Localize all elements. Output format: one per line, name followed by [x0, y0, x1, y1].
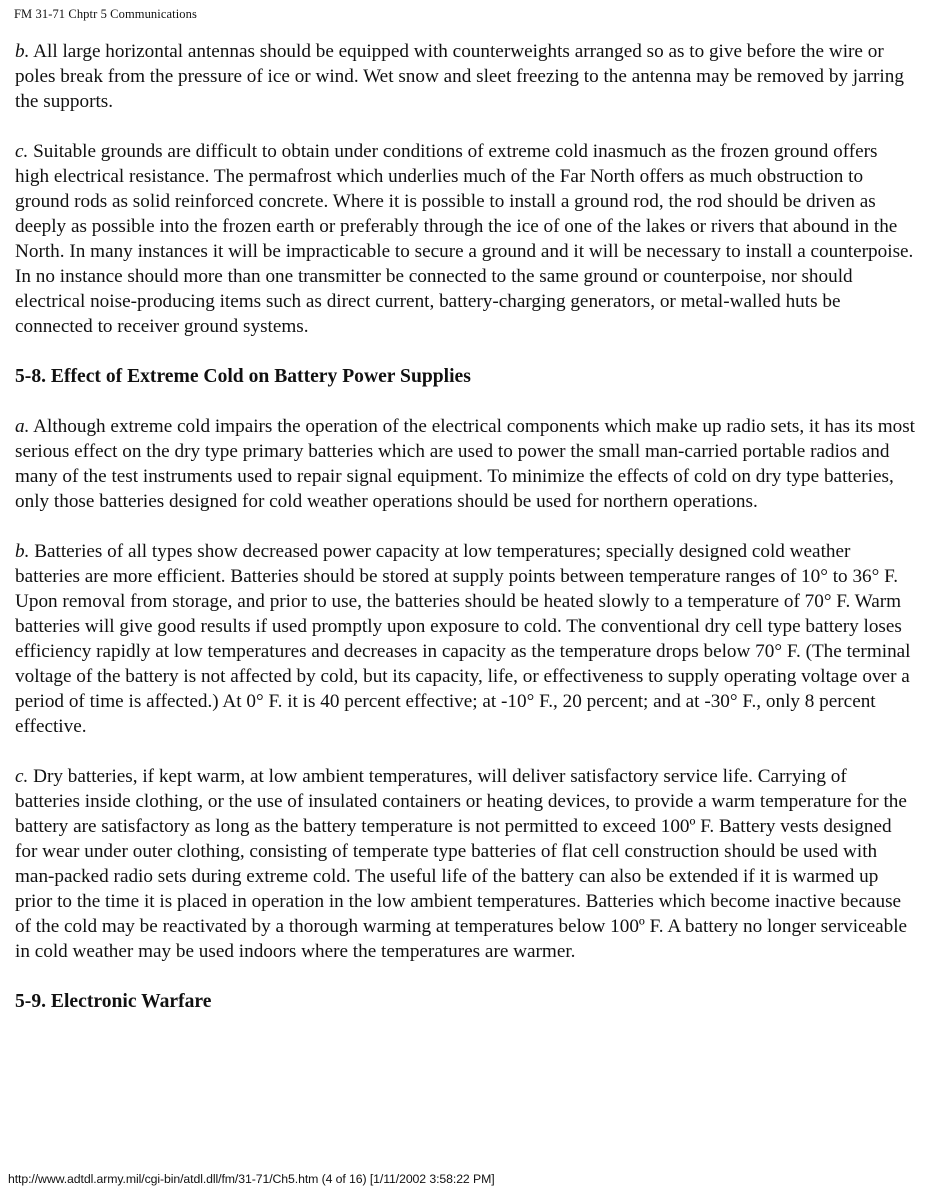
paragraph-5-7-b [15, 39, 915, 114]
paragraph-5-8-b [15, 539, 915, 739]
paragraph-letter: c. [15, 141, 29, 162]
paragraph-letter: c. [15, 766, 29, 787]
paragraph-text: Although extreme cold impairs the operation of the electrical components which make up radio sets, it has its most serious effect on the dry type primary batteries which are used to power the small man-carried portable radios and many of the test instruments used to repair signal equipment. To minimize the effects of cold on dry type batteries, only those batteries designed for cold weather operations should be used for northern operations. [15, 416, 916, 512]
source-url-footer: http://www.adtdl.army.mil/cgi-bin/atdl.dll/fm/31-71/Ch5.htm (4 of 16) [1/11/2002 3:58:22 PM] [8, 1172, 495, 1186]
paragraph-text: Suitable grounds are difficult to obtain under conditions of extreme cold inasmuch as the frozen ground offers high electrical resistance. The permafrost which underlies much of the Far North offers as much obstruction to ground rods as solid reinforced concrete. Where it is possible to install a ground rod, the rod should be driven as deeply as possible into the frozen earth or preferably through the ice of one of the lakes or rivers that abound in the North. In many instances it will be impracticable to secure a ground and it will be necessary to install a counterpoise. In no instance should more than one transmitter be connected to the same ground or counterpoise, nor should electrical noise-producing items such as direct current, battery-charging generators, or metal-walled huts be connected to receiver ground systems. [15, 141, 914, 337]
paragraph-letter: b. [15, 541, 30, 562]
paragraph-letter: a. [15, 416, 30, 437]
paragraph-letter: b. [15, 41, 30, 62]
paragraph-5-7-c [15, 139, 915, 339]
paragraph-5-8-c [15, 764, 915, 964]
paragraph-text: Batteries of all types show decreased power capacity at low temperatures; specially designed cold weather batteries are more efficient. Batteries should be stored at supply points between temperature ranges of 10° to 36° F. Upon removal from storage, and prior to use, the batteries should be heated slowly to a temperature of 70° F. Warm batteries will give good results if used promptly upon exposure to cold. The conventional dry cell type battery loses efficiency rapidly at low temperatures and decreases in capacity as the temperature drops below 70° F. (The terminal voltage of the battery is not affected by cold, but its capacity, life, or effectiveness to supply operating voltage over a period of time is affected.) At 0° F. it is 40 percent effective; at -10° F., 20 percent; and at -30° F., only 8 percent effective. [15, 541, 911, 737]
paragraph-5-8-a [15, 414, 915, 514]
paragraph-text: All large horizontal antennas should be equipped with counterweights arranged so as to give before the wire or poles break from the pressure of ice or wind. Wet snow and sleet freezing to the antenna may be removed by jarring the supports. [15, 41, 904, 112]
running-header: FM 31-71 Chptr 5 Communications [14, 7, 197, 21]
section-heading-5-9: 5-9. Electronic Warfare [15, 991, 212, 1012]
section-heading-5-8: 5-8. Effect of Extreme Cold on Battery Power Supplies [15, 366, 471, 387]
document-body [15, 39, 915, 1039]
paragraph-text: Dry batteries, if kept warm, at low ambient temperatures, will deliver satisfactory service life. Carrying of batteries inside clothing, or the use of insulated containers or heating devices, to provide a warm temperature for the battery are satisfactory as long as the battery temperature is not permitted to exceed 100º F. Battery vests designed for wear under outer clothing, consisting of temperate type batteries of flat cell construction should be used with man-packed radio sets during extreme cold. The useful life of the battery can also be extended if it is warmed up prior to the time it is placed in operation in the low ambient temperatures. Batteries which become inactive because of the cold may be reactivated by a thorough warming at temperatures below 100º F. A battery no longer serviceable in cold weather may be used indoors where the temperatures are warmer. [15, 766, 908, 962]
